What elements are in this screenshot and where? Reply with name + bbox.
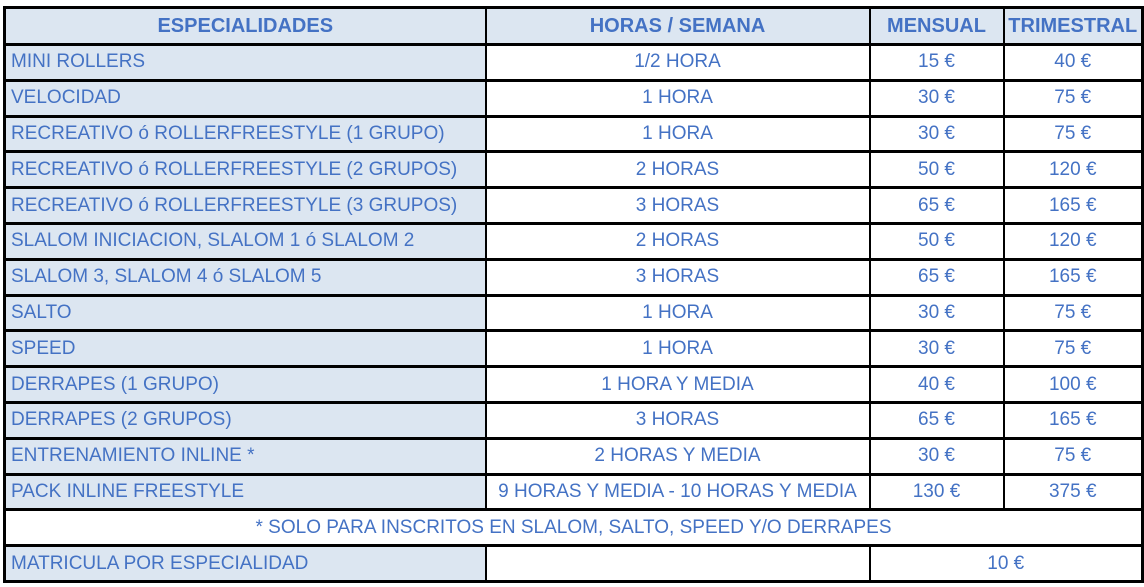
cell-especialidad: VELOCIDAD	[5, 80, 486, 116]
cell-trimestral: 165 €	[1004, 188, 1143, 224]
cell-horas: 2 HORAS Y MEDIA	[486, 438, 870, 474]
cell-trimestral: 40 €	[1004, 45, 1143, 81]
cell-mensual: 30 €	[870, 331, 1004, 367]
cell-trimestral: 120 €	[1004, 223, 1143, 259]
cell-matricula-horas	[486, 546, 870, 582]
cell-horas: 1 HORA	[486, 295, 870, 331]
cell-trimestral: 75 €	[1004, 331, 1143, 367]
cell-horas: 1 HORA	[486, 80, 870, 116]
cell-especialidad: SLALOM INICIACION, SLALOM 1 ó SLALOM 2	[5, 223, 486, 259]
table-row	[5, 438, 1143, 474]
cell-especialidad: RECREATIVO ó ROLLERFREESTYLE (2 GRUPOS)	[5, 152, 486, 188]
cell-especialidad: ENTRENAMIENTO INLINE *	[5, 438, 486, 474]
table-row	[5, 188, 1143, 224]
cell-horas: 1 HORA	[486, 116, 870, 152]
cell-mensual: 65 €	[870, 188, 1004, 224]
cell-especialidad: RECREATIVO ó ROLLERFREESTYLE (1 GRUPO)	[5, 116, 486, 152]
cell-matricula-label: MATRICULA POR ESPECIALIDAD	[5, 546, 486, 582]
cell-trimestral: 75 €	[1004, 80, 1143, 116]
cell-mensual: 30 €	[870, 438, 1004, 474]
table-row	[5, 152, 1143, 188]
cell-trimestral: 375 €	[1004, 474, 1143, 510]
table-row	[5, 474, 1143, 510]
table-row	[5, 331, 1143, 367]
header-horas-semana: HORAS / SEMANA	[486, 8, 870, 45]
header-row	[5, 8, 1143, 45]
matricula-row	[5, 546, 1143, 582]
cell-trimestral: 165 €	[1004, 402, 1143, 438]
cell-especialidad: DERRAPES (1 GRUPO)	[5, 367, 486, 403]
cell-trimestral: 120 €	[1004, 152, 1143, 188]
cell-horas: 9 HORAS Y MEDIA - 10 HORAS Y MEDIA	[486, 474, 870, 510]
table-row	[5, 259, 1143, 295]
table-row	[5, 116, 1143, 152]
table-row	[5, 223, 1143, 259]
cell-especialidad: SPEED	[5, 331, 486, 367]
cell-mensual: 30 €	[870, 116, 1004, 152]
cell-horas: 2 HORAS	[486, 223, 870, 259]
cell-matricula-precio: 10 €	[870, 546, 1143, 582]
table-row	[5, 80, 1143, 116]
table-row	[5, 45, 1143, 81]
cell-especialidad: MINI ROLLERS	[5, 45, 486, 81]
cell-especialidad: PACK INLINE FREESTYLE	[5, 474, 486, 510]
cell-trimestral: 75 €	[1004, 295, 1143, 331]
cell-mensual: 40 €	[870, 367, 1004, 403]
cell-especialidad: SLALOM 3, SLALOM 4 ó SLALOM 5	[5, 259, 486, 295]
header-mensual: MENSUAL	[870, 8, 1004, 45]
header-especialidades: ESPECIALIDADES	[5, 8, 486, 45]
cell-horas: 2 HORAS	[486, 152, 870, 188]
table-row	[5, 367, 1143, 403]
cell-mensual: 30 €	[870, 80, 1004, 116]
cell-mensual: 50 €	[870, 223, 1004, 259]
header-trimestral: TRIMESTRAL	[1004, 8, 1143, 45]
footnote-row	[5, 510, 1143, 546]
footnote-text: * SOLO PARA INSCRITOS EN SLALOM, SALTO, SPEED Y/O DERRAPES	[5, 510, 1143, 546]
cell-trimestral: 165 €	[1004, 259, 1143, 295]
cell-trimestral: 75 €	[1004, 116, 1143, 152]
cell-mensual: 65 €	[870, 259, 1004, 295]
cell-trimestral: 100 €	[1004, 367, 1143, 403]
cell-especialidad: RECREATIVO ó ROLLERFREESTYLE (3 GRUPOS)	[5, 188, 486, 224]
cell-mensual: 50 €	[870, 152, 1004, 188]
cell-horas: 3 HORAS	[486, 188, 870, 224]
cell-horas: 3 HORAS	[486, 402, 870, 438]
table-row	[5, 402, 1143, 438]
cell-horas: 1 HORA	[486, 331, 870, 367]
cell-horas: 1 HORA Y MEDIA	[486, 367, 870, 403]
cell-trimestral: 75 €	[1004, 438, 1143, 474]
cell-mensual: 65 €	[870, 402, 1004, 438]
cell-especialidad: SALTO	[5, 295, 486, 331]
cell-especialidad: DERRAPES (2 GRUPOS)	[5, 402, 486, 438]
price-table	[3, 6, 1144, 583]
cell-mensual: 30 €	[870, 295, 1004, 331]
cell-mensual: 130 €	[870, 474, 1004, 510]
table-row	[5, 295, 1143, 331]
cell-mensual: 15 €	[870, 45, 1004, 81]
cell-horas: 3 HORAS	[486, 259, 870, 295]
cell-horas: 1/2 HORA	[486, 45, 870, 81]
